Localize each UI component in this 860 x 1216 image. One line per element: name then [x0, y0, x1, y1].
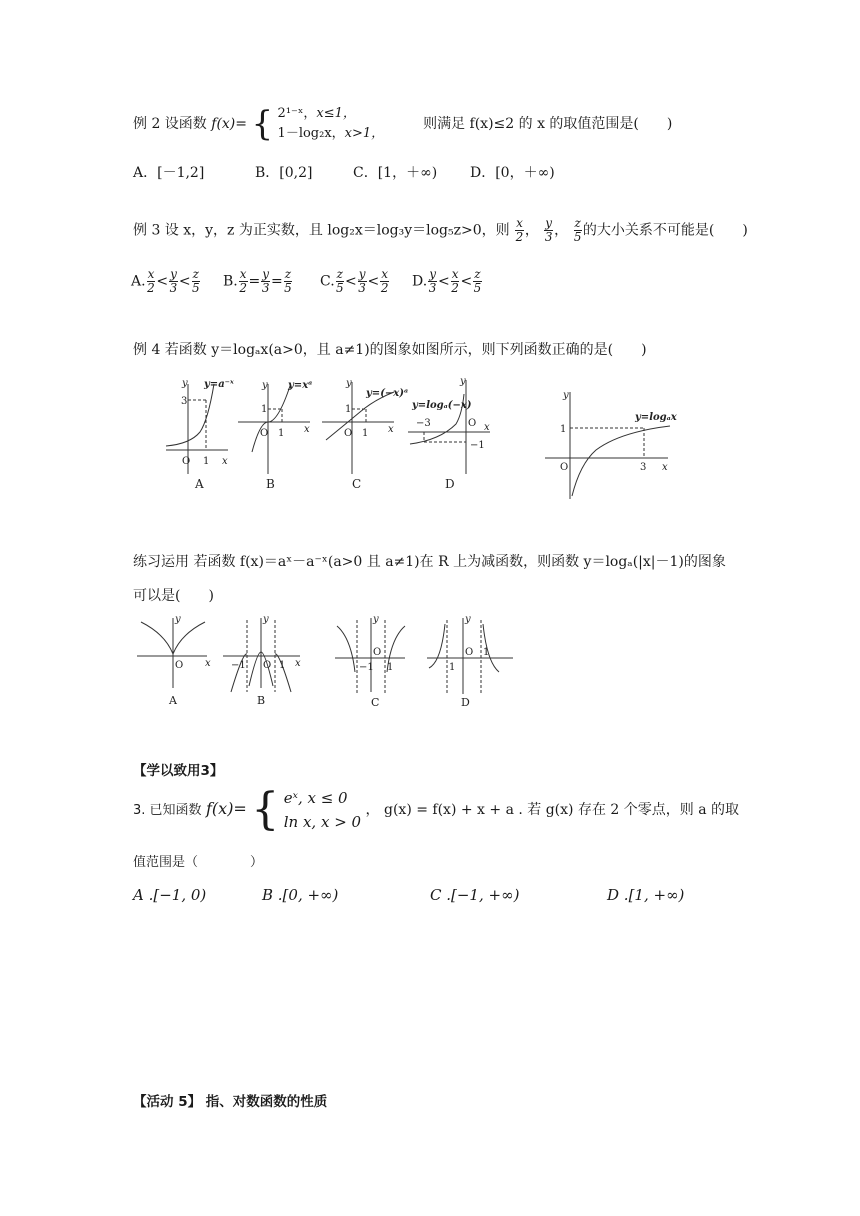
apply-piecewise [284, 786, 361, 834]
example-2 [133, 104, 672, 144]
svg-text:1: 1 [279, 660, 286, 671]
svg-text:y=logₐx: y=logₐx [635, 412, 677, 423]
svg-text:y: y [346, 378, 352, 389]
example-3: 例 3 设 x，y，z 为正实数，且 log₂x＝log₃y＝log₅z>0，则 $\frac{x}{2}$ ， $\frac{y}{3}$ ， $\frac{z}{5}$ 的大小关系不可能是( ) [133, 216, 748, 244]
frac-den: 2 [515, 230, 524, 244]
svg-text:x: x [205, 658, 211, 669]
graph-label-d: D [445, 477, 455, 491]
apply-option-c: C .[−1, +∞) [430, 886, 520, 904]
frac-num: z [574, 216, 581, 230]
svg-text:O: O [175, 660, 184, 671]
apply-option-b: B .[0, +∞) [262, 886, 339, 904]
apply-question [133, 786, 739, 834]
practice-graph-c [335, 618, 405, 694]
example-4-graphs [160, 374, 720, 504]
example-2-fx: f(x)= [211, 116, 247, 132]
practice-graph-a [137, 618, 207, 688]
svg-text:x: x [484, 422, 490, 433]
svg-text:−3: −3 [416, 418, 431, 429]
svg-text:−1: −1 [359, 662, 374, 673]
brace-icon: { [251, 784, 280, 835]
practice-label-b: B [257, 694, 266, 707]
svg-text:x: x [222, 456, 228, 467]
frac-den: 5 [573, 230, 582, 244]
graph-b [238, 384, 310, 474]
svg-text:1: 1 [362, 428, 369, 439]
svg-text:O: O [182, 456, 191, 467]
svg-text:O: O [373, 647, 382, 658]
apply-heading: 【学以致用3】 [133, 763, 224, 779]
apply-option-a: A .[−1, 0) [133, 886, 207, 904]
practice-label-c: C [371, 696, 380, 709]
svg-text:1: 1 [345, 404, 352, 415]
apply-piece1: eˣ, x ≤ 0 [283, 789, 348, 807]
apply-fx: f(x)= [206, 799, 247, 818]
svg-text:1: 1 [387, 662, 394, 673]
svg-text:x: x [295, 658, 301, 669]
svg-text:1: 1 [449, 662, 456, 673]
graph-label-b: B [266, 477, 275, 491]
piece2-expr: 1－log₂x， [277, 126, 345, 141]
graph-a [166, 384, 228, 474]
ex3-option-b: B. $\frac{x}{2}$ = $\frac{y}{3}$ = $\frac{z}{5}$ [223, 267, 292, 295]
example-3-tail: 的大小关系不可能是( ) [582, 222, 748, 239]
practice-line-1: 练习运用 若函数 f(x)＝aˣ－a⁻ˣ(a>0 且 a≠1)在 R 上为减函数，则函数 y＝logₐ(|x|－1)的图象 [133, 554, 726, 570]
svg-text:y=a⁻ˣ: y=a⁻ˣ [204, 379, 234, 390]
ex2-option-a: A．[－1,2] [133, 165, 205, 181]
svg-text:y: y [182, 378, 188, 389]
svg-text:y: y [175, 614, 181, 625]
piece1-expr: 2¹⁻ˣ， [277, 106, 317, 121]
piece2-cond: x>1， [344, 126, 385, 141]
svg-text:−1: −1 [231, 660, 246, 671]
ex3-option-a: A. $\frac{x}{2}$ < $\frac{y}{3}$ < $\frac{z}{5}$ [131, 267, 200, 295]
graph-label-c: C [352, 477, 362, 491]
brace-icon: { [251, 104, 274, 144]
practice-line-2: 可以是( ) [133, 588, 214, 604]
svg-text:O: O [468, 418, 477, 429]
graph-main [545, 392, 670, 499]
svg-text:−1: −1 [470, 440, 485, 451]
svg-text:1: 1 [560, 424, 567, 435]
apply-mid: ， g(x) = f(x) + x + a . 若 g(x) 存在 2 个零点，则 a 的取 [365, 802, 740, 818]
svg-text:y: y [373, 614, 379, 625]
frac-num: x [516, 216, 523, 230]
svg-text:x: x [388, 424, 394, 435]
svg-text:y: y [263, 614, 269, 625]
svg-text:y: y [563, 390, 569, 401]
svg-text:x: x [662, 462, 668, 473]
svg-text:1: 1 [483, 647, 490, 658]
svg-text:O: O [260, 428, 269, 439]
apply-piece2: ln x, x > 0 [283, 813, 362, 831]
ex2-option-d: D．[0，＋∞) [470, 165, 555, 181]
svg-text:1: 1 [203, 456, 210, 467]
piecewise-definition [278, 104, 385, 144]
svg-text:y: y [262, 380, 268, 391]
graph-label-a: A [195, 477, 204, 491]
apply-option-d: D .[1, +∞) [607, 886, 685, 904]
practice-label-a: A [169, 694, 177, 707]
piece1-cond: x≤1， [316, 106, 356, 121]
svg-text:x: x [304, 424, 310, 435]
svg-text:y: y [465, 614, 471, 625]
practice-label-d: D [461, 696, 470, 709]
practice-graph-b [223, 618, 300, 692]
svg-text:O: O [560, 462, 569, 473]
svg-text:O: O [263, 660, 272, 671]
svg-text:y: y [460, 376, 466, 387]
svg-text:1: 1 [261, 404, 268, 415]
example-3-text: 例 3 设 x，y，z 为正实数，且 log₂x＝log₃y＝log₅z>0，则 [133, 222, 510, 239]
ex3-option-c: C. $\frac{z}{5}$ < $\frac{y}{3}$ < $\frac{x}{2}$ [320, 267, 389, 295]
ex2-option-c: C．[1，＋∞) [353, 165, 438, 181]
frac-den: 3 [544, 230, 553, 244]
svg-text:3: 3 [181, 396, 188, 407]
svg-text:3: 3 [640, 462, 647, 473]
svg-text:O: O [465, 647, 474, 658]
svg-text:1: 1 [278, 428, 285, 439]
apply-line-2: 值范围是（ ） [133, 855, 264, 870]
practice-graphs [135, 612, 515, 712]
ex3-option-d: D. $\frac{y}{3}$ < $\frac{x}{2}$ < $\frac{z}{5}$ [412, 267, 482, 295]
frac-num: y [545, 216, 553, 230]
activity-heading: 【活动 5】 指、对数函数的性质 [133, 1094, 328, 1110]
example-4-text: 例 4 若函数 y＝logₐx(a>0，且 a≠1)的图象如图所示，则下列函数正确的是( ) [133, 342, 647, 358]
ex2-option-b: B．[0,2] [255, 165, 313, 181]
svg-text:y=xᵃ: y=xᵃ [288, 380, 313, 391]
example-2-question: 则满足 f(x)≤2 的 x 的取值范围是( ) [423, 116, 673, 132]
svg-text:y=(−x)ᵃ: y=(−x)ᵃ [366, 388, 409, 399]
svg-text:y=logₐ(−x): y=logₐ(−x) [412, 400, 472, 411]
example-2-prefix: 例 2 设函数 [133, 116, 207, 132]
apply-prefix: 3. 已知函数 [133, 803, 202, 818]
svg-text:O: O [344, 428, 353, 439]
